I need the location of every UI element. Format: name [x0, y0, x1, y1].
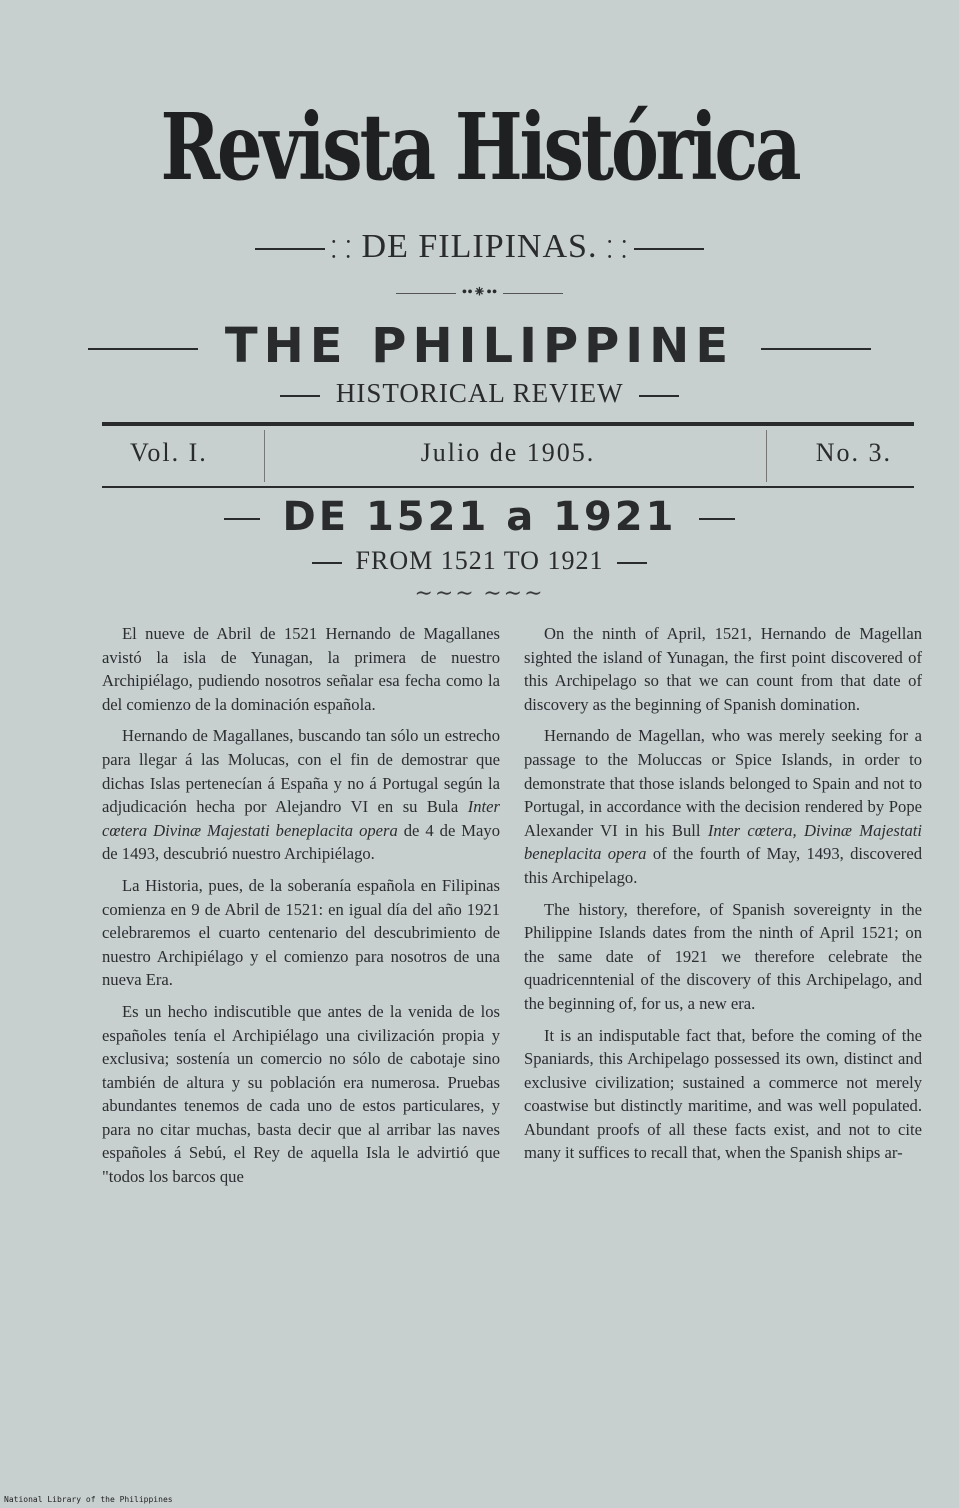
ornament-rule	[224, 518, 260, 520]
spanish-text: de 4 de Mayo de 1493, descubrió nuestro Archipiélago.	[102, 820, 500, 864]
spanish-paragraph: Es un hecho indiscutible que antes de la venida de los españoles tenía el Archipiélago una civilización propia y exclusiva; sostenía un comercio no sólo de cabotaje sino también de altura y su población era numerosa. Pruebas abundantes tenemos de cada uno de estos particulares, y para no citar muchas, basta decir que al arribar las naves españoles á Sebú, el Rey de aquella Isla le advirtió que "todos los barcos que	[102, 1001, 500, 1187]
article-title: DE 1521 a 1921	[282, 494, 677, 540]
latin-title: Inter cœtera, Divinæ Majestati beneplacita opera	[524, 820, 922, 864]
english-subtitle-line	[0, 378, 959, 409]
english-text: of the fourth of May, 1493, discovered this Archipelago.	[524, 844, 922, 887]
ornament-rule	[634, 248, 704, 250]
masthead-subtitle-line	[0, 228, 959, 266]
article-subtitle-line	[0, 546, 959, 576]
masthead-subtitle: DE FILIPINAS.	[361, 228, 598, 265]
issue-band	[102, 422, 914, 488]
english-column	[524, 622, 922, 1173]
ornament-rule	[312, 562, 342, 564]
english-text: Hernando de Magellan, who was merely seeking for a passage to the Moluccas or Spice Islands, in order to demonstrate that those islands belonged to Spain and not to Portugal, in accordance with the decision rendered by Pope Alexander VI in his Bull	[524, 726, 922, 840]
spanish-column	[102, 622, 500, 1197]
english-subtitle: HISTORICAL REVIEW	[335, 378, 624, 408]
ornament-rule	[761, 348, 871, 350]
ornament-rule	[699, 518, 735, 520]
ornament-rule	[280, 395, 320, 397]
issue-date: Julio de 1905.	[420, 438, 596, 467]
issue-number: No. 3.	[815, 438, 892, 467]
spanish-paragraph: La Historia, pues, de la soberanía española en Filipinas comienza en 9 de Abril de 1521: en igual día del año 1921 celebraremos el cuarto centenario del descubrimiento de nuestro Archipiélago y el comienzo para nosotros de una nueva Era.	[102, 875, 500, 990]
english-paragraph: It is an indisputable fact that, before the coming of the Spaniards, this Archipelago possessed its own, distinct and exclusive civilization; sustained a commerce not merely coastwise but distinctly maritime, and was well populated. Abundant proofs of all these facts exist, and not to cite many it suffices to recall that, when the Spanish ships ar-	[524, 1025, 922, 1163]
wave-ornament-icon: ∼∼∼ ∼∼∼	[414, 580, 545, 605]
divider-ornament	[0, 282, 959, 302]
english-paragraph: The history, therefore, of Spanish sovereignty in the Philippine Islands dates from the ninth of April 1521; on the same date of 1921 we therefore celebrate the quadricenntenial of the discovery of this Archipelago, and the beginning of, for us, a new era.	[524, 899, 922, 1013]
ornament-rule	[255, 248, 325, 250]
spanish-paragraph	[102, 724, 500, 866]
issue-volume: Vol. I.	[130, 438, 208, 467]
spanish-paragraph: El nueve de Abril de 1521 Hernando de Magallanes avistó la isla de Yunagan, la primera de nuestro Archipiélago, pudiendo nosotros señalar esa fecha como la del comienzo de la dominación española.	[102, 624, 500, 714]
swirl-ornament-icon: ⸬	[606, 237, 628, 264]
spanish-text: Hernando de Magallanes, buscando tan sólo un estrecho para llegar á las Molucas, con el fin de demostrar que dichas Islas pertenecían á España y no á Portugal según la adjudicación hecha por Alejandro VI en su Bula	[102, 726, 500, 817]
english-paragraph: On the ninth of April, 1521, Hernando de Magellan sighted the island of Yunagan, the first point discovered of this Archipelago so that we can count from that date of discovery as the beginning of Spanish domination.	[524, 624, 922, 714]
masthead-title: Revista Histórica	[160, 93, 799, 201]
library-credit: National Library of the Philippines	[4, 1495, 173, 1504]
ornament-rule	[617, 562, 647, 564]
ornament-rule	[639, 395, 679, 397]
article-title-line	[0, 494, 959, 540]
ornament-rule	[88, 348, 198, 350]
english-paragraph	[524, 724, 922, 889]
article-subtitle: FROM 1521 TO 1921	[355, 546, 604, 575]
english-title-line	[0, 318, 959, 374]
ornament-rule	[396, 293, 456, 294]
english-title: THE PHILIPPINE	[224, 318, 735, 374]
swirl-ornament-icon: ⸬	[331, 237, 353, 264]
fleuron-icon: ••⁕••	[461, 284, 498, 301]
ornament-rule	[503, 293, 563, 294]
latin-title: Inter cœtera Divinæ Majestati beneplacita opera	[102, 797, 500, 840]
